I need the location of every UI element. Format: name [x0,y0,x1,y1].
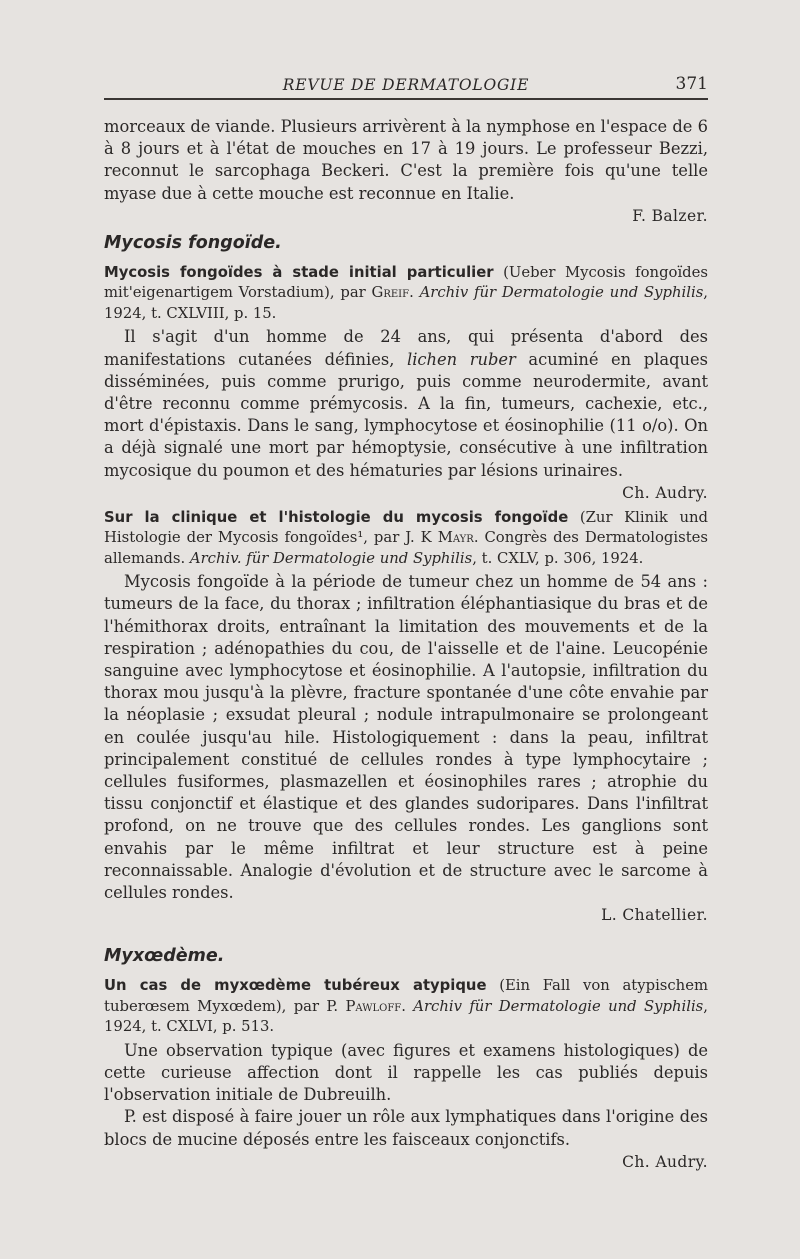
signature-balzer: F. Balzer. [632,206,708,225]
reference-text: (Zur Klinik und Histologie der Mycosis fongoïdes¹, par J. K [104,508,708,547]
signature-chatellier: L. Chatellier. [601,906,708,925]
journal-name: Archiv. für Dermatologie und Syphilis [189,549,473,567]
article-3-body-1: Une observation typique (avec figures et examens histologiques) de cette curieuse affection dont il rappelle les cas publiés depuis l'observation initiale de Dubreuilh. [104,1040,708,1105]
section-spacer [104,926,708,940]
article-3-body-2: P. est disposé à faire jouer un rôle aux lymphatiques dans l'origine des blocs de mucine déposés entre les faisceaux conjonctifs. [104,1107,708,1149]
signature-audry: Ch. Audry. [622,483,708,502]
article-title-2: Sur la clinique et l'histologie du mycosis fongoïde [104,508,569,526]
article-1-body [104,326,708,481]
article-title-1: Mycosis fongoïdes à stade initial particulier [104,263,494,281]
section-title-mycosis: Mycosis fongoïde. [104,232,282,253]
article-title-3: Un cas de myxœdème tubéreux atypique [104,977,487,995]
section-title-myxoedeme: Myxœdème. [104,946,225,967]
author-name: Mayr [437,529,474,547]
reference-text: . [409,284,420,302]
author-name: Pawloff [345,997,402,1015]
reference-text: . Congrès des Dermatologistes allemands. [104,529,708,567]
journal-name: Archiv für Dermatologie und Syphilis [419,284,704,302]
article-reference-2 [104,508,708,570]
page-header [104,70,708,100]
body-text: acuminé en plaques disséminées, puis comme prurigo, puis comme neurodermite, avant d'être reconnu comme prémycosis. A la fin, tumeurs, cachexie, etc., mort d'épistaxis. Dans le sang, lymphocytose et éosinophilie (11 o/o). On a déjà signalé une mort par hémoptysie, consécutive à une infiltration mycosique du poumon et des hématuries par lésions urinaires. [104,349,708,480]
signature-audry-2: Ch. Audry. [622,1152,708,1171]
article-reference-3 [104,976,708,1038]
journal-name: Archiv für Dermatologie und Syphilis [413,997,704,1015]
reference-text: , 1924, t. CXLVI, p. 513. [104,997,708,1036]
reference-text: . [401,997,414,1015]
reference-text: , 1924, t. CXLVIII, p. 15. [104,284,709,322]
paragraph-continuation: morceaux de viande. Plusieurs arrivèrent à la nymphose en l'espace de 6 à 8 jours et à l'état de mouches en 17 à 19 jours. Le professeur Bezzi, reconnut le sarcophaga Beckeri. C'est la première fois qu'une telle myase due à cette mouche est reconnue en Italie. [104,117,708,203]
running-title: REVUE DE DERMATOLOGIE [282,76,530,94]
article-2-body: Mycosis fongoïde à la période de tumeur chez un homme de 54 ans : tumeurs de la face, du thorax ; infiltration éléphantiasique du bras et de l'hémithorax droits, entraînant la limitation des mouvements et de la respiration ; adénopathies du cou, de l'aisselle et de l'aine. Leucopénie sanguine avec lymphocytose et éosinophilie. A l'autopsie, infiltration du thorax mou jusqu'à la plèvre, fracture spontanée d'une côte envahie par la néoplasie ; exsudat pleural ; nodule intrapulmonaire se prolongeant en coulée jusqu'au hile. Histologiquement : dans la peau, infiltrat principalement constitué de cellules rondes à type lymphocytaire ; cellules fusiformes, plasmazellen et éosinophiles rares ; atrophie du tissu conjonctif et élastique et des glandes sudoripares. Dans l'infiltrat profond, on ne trouve que des cellules rondes. Les ganglions sont envahis par le même infiltrat et leur structure est à peine reconnaissable. Analogie d'évolution et de structure avec le sarcome à cellules rondes. [104,572,708,903]
reference-text: (Ein Fall von atypischem tuberœsem Myxœdem), par P. [104,977,709,1015]
reference-text: , t. CXLV, p. 306, 1924. [472,549,644,567]
body-text: Il s'agit d'un homme de 24 ans, qui présenta d'abord des manifestations cutanées définies, [104,327,708,369]
reference-text: (Ueber Mycosis fongoïdes mit'eigenartigem Vorstadium), par [104,263,708,302]
body-text-italic: lichen ruber [406,349,516,369]
author-name: Greif [371,284,410,302]
page-number: 371 [675,74,708,94]
article-reference-1 [104,263,708,325]
